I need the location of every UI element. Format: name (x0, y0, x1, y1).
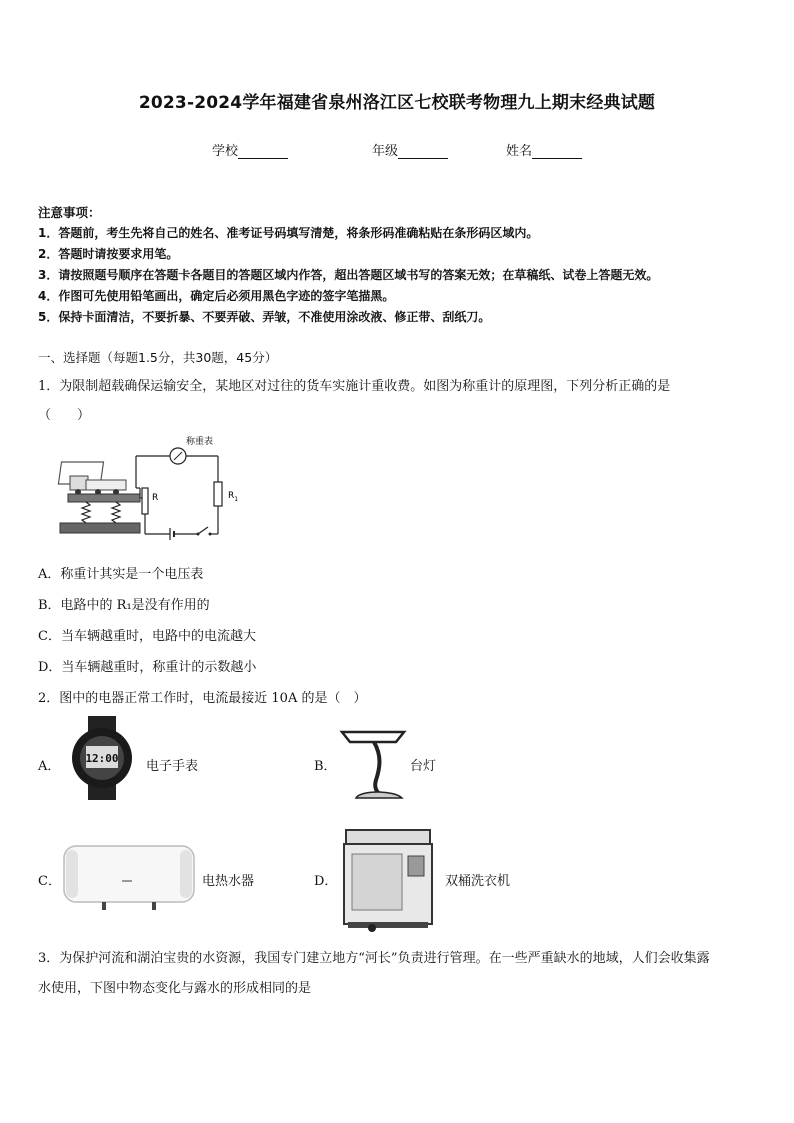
q3-stem-line1: 3．为保护河流和湖泊宝贵的水资源，我国专门建立地方“河长”负责进行管理。在一些严重缺水的地域，人们会收集露 (38, 951, 710, 966)
r1-subscript: 1 (234, 496, 239, 503)
page-title: 2023-2024学年福建省泉州洛江区七校联考物理九上期末经典试题 (138, 93, 656, 113)
q2-stem: 2．图中的电器正常工作时，电流最接近 10A 的是（ ） (38, 691, 367, 706)
q2-option-b-letter: B． (314, 759, 337, 774)
q2-option-c-label: 电热水器 (202, 874, 255, 889)
q2-option-a-letter: A． (38, 759, 61, 774)
truck-icon (58, 462, 126, 495)
r1-label: R (228, 491, 235, 501)
q2-option-a-label: 电子手表 (146, 759, 199, 774)
switch-icon (198, 527, 208, 534)
grade-field (372, 140, 448, 159)
svg-text:R1 (228, 491, 238, 503)
r-label: R (152, 493, 159, 503)
q3-stem-line2: 水使用，下图中物态变化与露水的形成相同的是 (38, 981, 312, 996)
q1-stem-bracket: （ ） (38, 408, 91, 423)
q2-option-b-label: 台灯 (410, 759, 437, 774)
notes-heading: 注意事项： (38, 205, 101, 220)
resistor-r (142, 488, 148, 514)
q2-option-c-letter: C． (38, 874, 61, 889)
water-heater-icon (62, 840, 196, 914)
q1-option-d: D．当车辆越重时，称重计的示数越小 (38, 660, 257, 675)
meter-label: 称重表 (186, 437, 214, 447)
name-field (506, 140, 582, 159)
q2-option-d-letter: D． (314, 874, 338, 889)
desk-lamp-icon (336, 722, 410, 804)
note-item: 1．答题前，考生先将自己的姓名、准考证号码填写清楚，将条形码准确粘贴在条形码区域内。 (38, 226, 539, 240)
q1-option-c: C．当车辆越重时，电路中的电流越大 (38, 629, 256, 644)
q1-stem: 1．为限制超载确保运输安全，某地区对过往的货车实施计重收费。如图为称重计的原理图，下列分析正确的是 (38, 379, 671, 394)
watch-icon (66, 716, 138, 800)
name-blank (532, 145, 582, 159)
watch-time: 12:00 (85, 752, 119, 765)
school-blank (238, 145, 288, 159)
section-heading: 一、选择题（每题1.5分，共30题，45分） (38, 350, 278, 365)
resistor-r1 (214, 482, 222, 506)
q1-option-b: B．电路中的 R₁是没有作用的 (38, 598, 210, 613)
q2-option-d-label: 双桶洗衣机 (445, 874, 511, 889)
school-field (212, 140, 288, 159)
grade-blank (398, 145, 448, 159)
school-label: 学校 (212, 144, 239, 159)
note-item: 2．答题时请按要求用笔。 (38, 247, 179, 261)
q1-option-a: A．称重计其实是一个电压表 (38, 567, 204, 582)
grade-label: 年级 (372, 144, 399, 159)
name-label: 姓名 (506, 144, 533, 159)
washing-machine-icon (342, 826, 438, 932)
q1-circuit-diagram (58, 430, 248, 550)
note-item: 4．作图可先使用铅笔画出，确定后必须用黑色字迹的签字笔描黑。 (38, 289, 395, 303)
note-item: 3．请按照题号顺序在答题卡各题目的答题区域内作答，超出答题区域书写的答案无效；在草稿纸、试卷上答题无效。 (38, 268, 659, 282)
note-item: 5．保持卡面清洁，不要折暴、不要弄破、弄皱，不准使用涂改液、修正带、刮纸刀。 (38, 310, 491, 324)
